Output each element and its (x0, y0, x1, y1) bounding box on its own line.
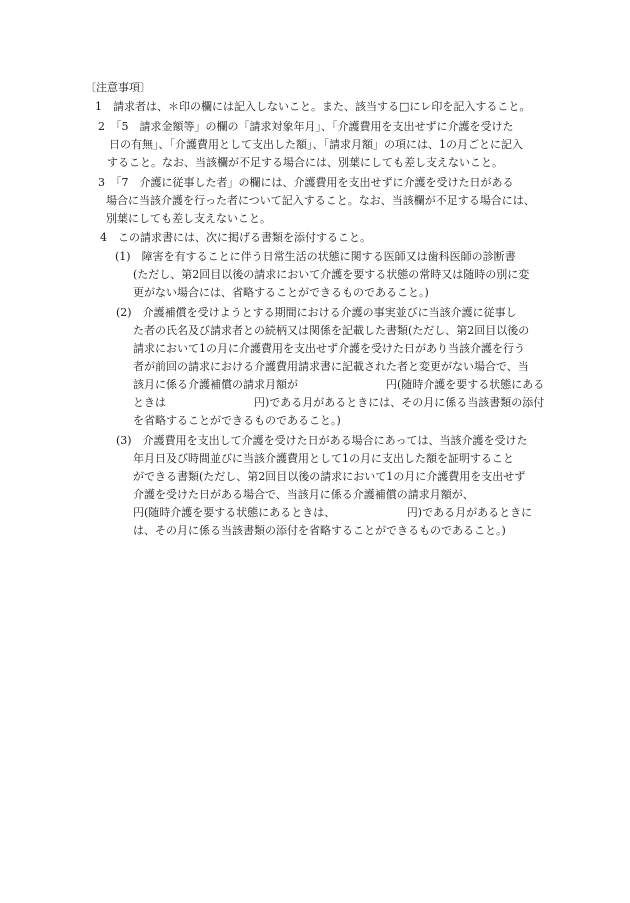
note-line: を省略することができるものであること。) (133, 414, 341, 427)
note-line: 請求において1の月に介護費用を支出せず介護を受けた日があり当該介護を行う (133, 342, 525, 355)
note-line: ときは 円)である月があるときには、その月に係る当該書類の添付 (133, 396, 545, 409)
note-line: た者の氏名及び請求者との続柄又は関係を記載した書類(ただし、第2回目以後の (133, 324, 530, 337)
page-heading: 〔注意事項〕 (85, 81, 151, 94)
note-line: 1 請求者は、＊印の欄には記入しないこと。また、該当する□にレ印を記入すること。 (95, 100, 531, 113)
note-line: 年月日及び時間並びに当該介護費用として1の月に支出した額を証明すること (133, 452, 514, 465)
note-line: すること。なお、当該欄が不足する場合には、別葉にしても差し支えないこと。 (107, 156, 503, 169)
note-line: 場合に当該介護を行った者について記入すること。なお、当該欄が不足する場合には、 (106, 194, 535, 207)
note-line: 更がない場合には、省略することができるものであること。) (133, 286, 429, 299)
note-line: 3 「7 介護に従事した者」の欄には、介護費用を支出せずに介護を受けた日がある (98, 176, 514, 189)
note-line: 者が前回の請求における介護費用請求書に記載された者と変更がない場合で、当 (133, 360, 529, 373)
note-line: 別葉にしても差し支えないこと。 (106, 212, 271, 225)
note-line: 該月に係る介護補償の請求月額が 円(随時介護を要する状態にある (133, 378, 545, 391)
note-line: (ただし、第2回目以後の請求において介護を要する状態の常時又は随時の別に変 (133, 268, 530, 281)
note-line: (3) 介護費用を支出して介護を受けた日がある場合にあっては、当該介護を受けた (116, 434, 528, 447)
note-line: 日の有無」、「介護費用として支出した額」、「請求月額」の項には、1の月ごとに記入 (109, 138, 523, 151)
note-line: は、その月に係る当該書類の添付を省略することができるものであること。) (133, 524, 506, 537)
note-line: (2) 介護補償を受けようとする期間における介護の事実並びに当該介護に従事し (116, 306, 517, 319)
note-line: (1) 障害を有することに伴う日常生活の状態に関する医師又は歯科医師の診断書 (115, 250, 516, 263)
note-line: 円(随時介護を要する状態にあるときは、 円)である月があるときに (133, 506, 533, 519)
note-line: 2 「5 請求金額等」の欄の「請求対象年月」、「介護費用を支出せずに介護を受けた (98, 120, 514, 133)
note-line: 4 この請求書には、次に掲げる書類を添付すること。 (100, 231, 371, 244)
note-line: 介護を受けた日がある場合で、当該月に係る介護補償の請求月額が、 (133, 488, 474, 501)
note-line: ができる書類(ただし、第2回目以後の請求において1の月に介護費用を支出せず (133, 470, 526, 483)
